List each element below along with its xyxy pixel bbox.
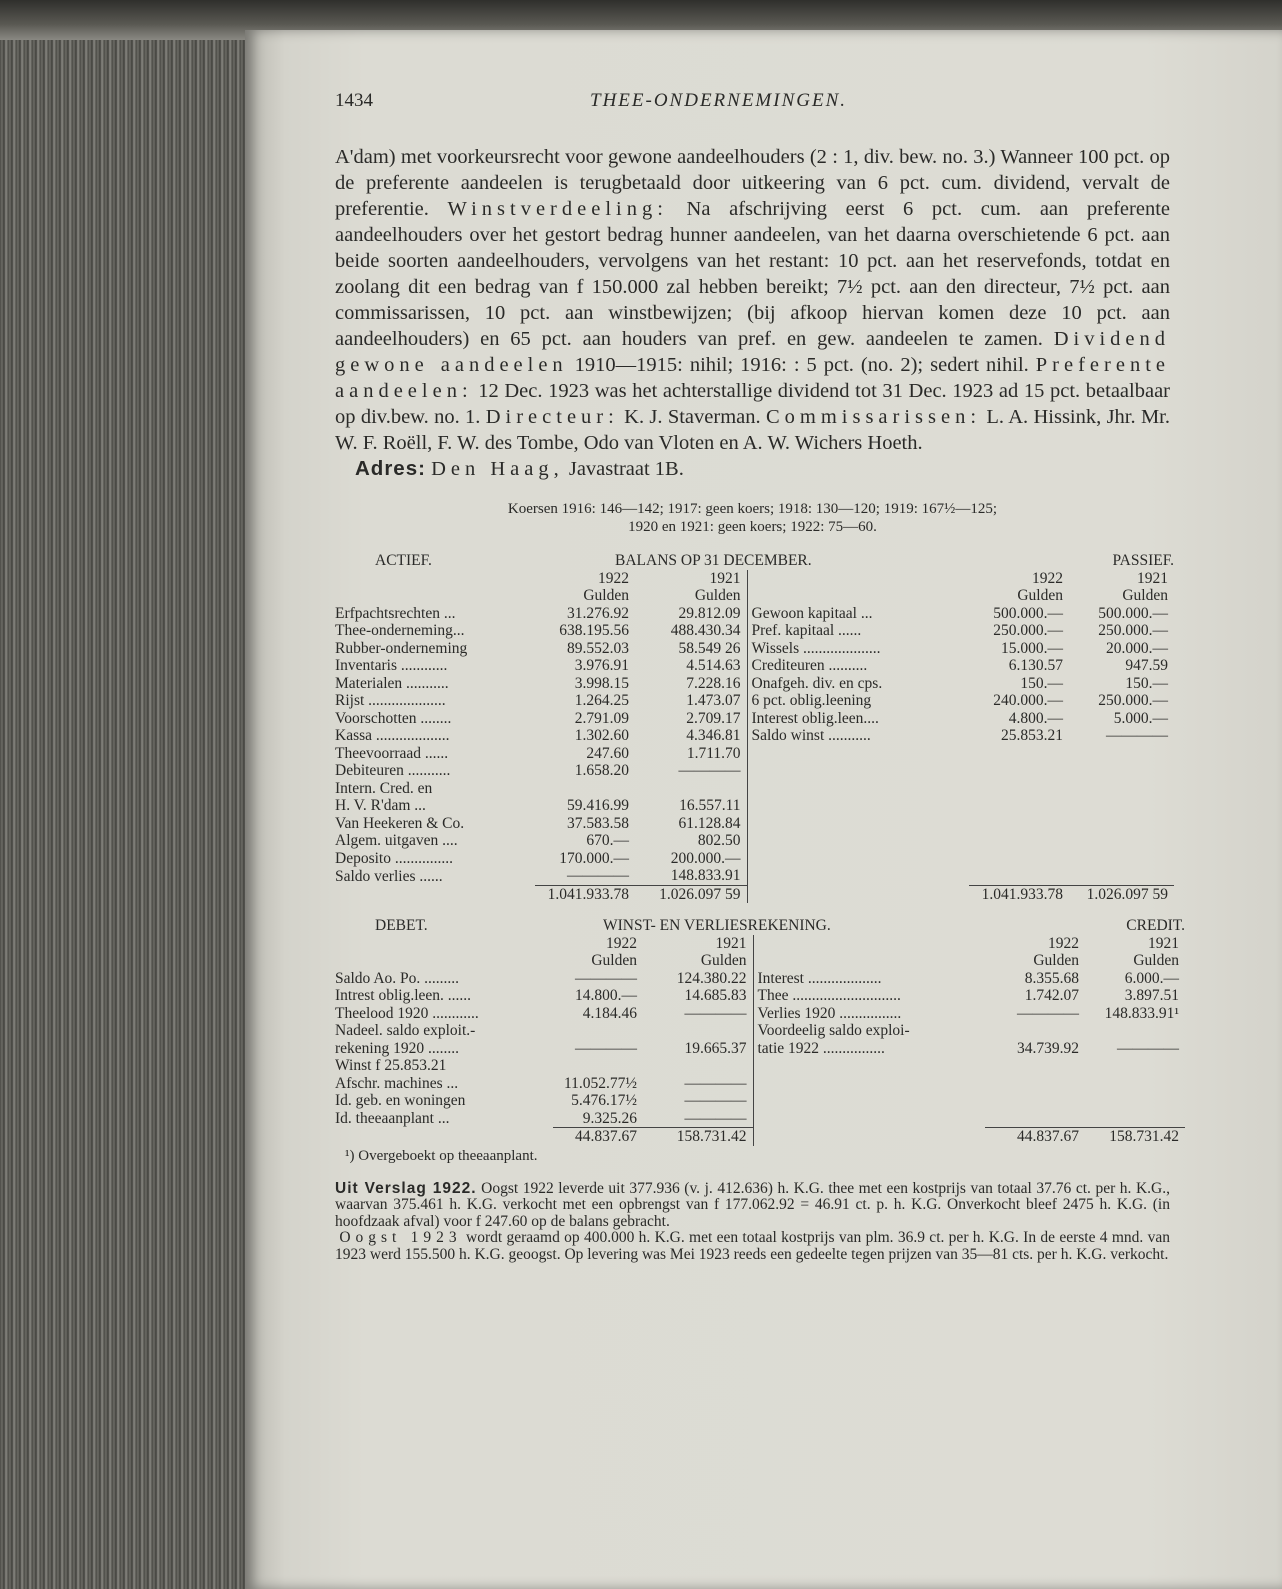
balans-value-d: 947.59 — [1125, 657, 1168, 674]
balans-label: Erfpachtsrechten ... — [335, 604, 456, 622]
balans-row — [335, 780, 1174, 798]
winst-left-title: DEBET. — [375, 917, 428, 934]
balans-value-b: 16.557.11 — [679, 797, 741, 814]
winst-row — [335, 987, 1185, 1005]
balans-value-d — [1069, 762, 1174, 780]
balans-right-label: Gewoon kapitaal ... — [747, 605, 969, 623]
balans-value-b: 148.833.91 — [670, 867, 741, 884]
balans-row — [335, 605, 1174, 623]
balans-label: Rijst .................... — [335, 692, 446, 709]
balans-right-label: Onafgeh. div. en cps. — [747, 675, 969, 693]
winst-label: Intrest oblig.leen. ...... — [335, 987, 472, 1004]
balans-label: Materialen ........... — [335, 674, 449, 692]
balans-row — [335, 692, 1174, 710]
balans-value-a: 1.302.60 — [574, 727, 629, 744]
balans-value-d: 250.000.— — [1098, 692, 1168, 709]
winst-value-b: ———— — [684, 1004, 747, 1022]
balans-right-label — [747, 832, 969, 850]
balans-value-b — [635, 780, 747, 798]
address-city: Den Haag, — [431, 458, 564, 480]
balans-left-title: ACTIEF. — [375, 552, 432, 569]
balans-row — [335, 745, 1174, 763]
balans-value-d — [1069, 850, 1174, 868]
winst-unit-left-2: Gulden — [700, 952, 747, 969]
winst-value-b: 19.665.37 — [684, 1039, 747, 1057]
balans-label: Intern. Cred. en — [335, 779, 433, 797]
winst-value-d: 148.833.91¹ — [1104, 1004, 1179, 1022]
balance-sheet-table — [335, 552, 1174, 903]
balans-value-b: 58.549 26 — [678, 639, 741, 657]
winst-label: Id. theeaanplant ... — [335, 1110, 450, 1127]
balans-value-c: 6.130.57 — [1008, 657, 1063, 674]
balans-value-b: 4.514.63 — [686, 657, 741, 674]
balans-value-c: 15.000.— — [1001, 639, 1063, 657]
winst-label: rekening 1920 ........ — [335, 1039, 459, 1057]
winst-value-b — [643, 1057, 753, 1075]
heading-directeur: Directeur: — [485, 406, 619, 428]
winst-row — [335, 1022, 1185, 1040]
winst-total-b: 158.731.42 — [643, 1128, 753, 1146]
address-line — [355, 456, 1245, 482]
winst-right-label — [753, 1092, 985, 1110]
winst-year1-left: 1922 — [606, 934, 637, 952]
balans-row — [335, 850, 1174, 868]
balans-label: H. V. R'dam ... — [335, 797, 426, 814]
winst-value-b: ———— — [684, 1074, 747, 1092]
balans-row — [335, 657, 1174, 675]
balans-value-a: 89.552.03 — [567, 639, 629, 657]
winst-value-a: ———— — [575, 1039, 637, 1057]
balans-value-b: 29.812.09 — [678, 604, 741, 622]
koersen-line-1: Koersen 1916: 146—142; 1917: geen koers; 1918: 130—120; 1919: 167½—125; — [507, 501, 998, 517]
winst-value-c: ———— — [1017, 1004, 1079, 1022]
balans-label: Voorschotten ........ — [335, 709, 452, 727]
balans-right-label: Crediteuren .......... — [747, 657, 969, 675]
balans-value-c: 4.800.— — [1008, 709, 1063, 727]
winst-value-b: 124.380.22 — [676, 969, 747, 987]
para-text-5: K. J. Staverman. — [618, 406, 766, 428]
winst-value-d — [1085, 1092, 1185, 1110]
balans-unit-right-1: Gulden — [1017, 587, 1063, 604]
balans-total-d: 1.026.097 59 — [1069, 885, 1174, 903]
balans-value-a: 247.60 — [586, 744, 629, 762]
winst-value-b: ———— — [684, 1109, 747, 1127]
winst-unit-right-2: Gulden — [1133, 952, 1179, 969]
winst-row — [335, 1040, 1185, 1058]
balans-value-a: 3.976.91 — [574, 657, 629, 674]
winst-value-b — [643, 1022, 753, 1040]
winst-value-a — [553, 1057, 643, 1075]
verslag-label-2: Oogst 1923 — [339, 1229, 462, 1246]
winst-value-d — [1085, 1022, 1185, 1040]
winst-right-label: Interest ................... — [753, 970, 985, 988]
balans-value-c — [969, 832, 1069, 850]
balans-value-a: 59.416.99 — [567, 797, 629, 814]
winst-right-label: Thee ............................ — [753, 987, 985, 1005]
balans-right-label — [747, 780, 969, 798]
balans-value-b: 200.000.— — [670, 849, 741, 867]
winst-right-label — [753, 1110, 985, 1128]
winst-label: Winst f 25.853.21 — [335, 1057, 447, 1074]
verslag-text-2: wordt geraamd op 400.000 h. K.G. met een totaal kostprijs van plm. 36.9 ct. per h. K.G. In de eerste 4 mnd. van 1923 werd 155.500 h. K.G. geoogst. Op levering was Mei 1923 reeds een gedeelte tegen prijzen van 35—81 cts. per h. K.G. verkocht. — [335, 1229, 1170, 1263]
winst-value-d — [1085, 1057, 1185, 1075]
winst-value-a: 9.325.26 — [582, 1109, 637, 1127]
para-text-3: 1910—1915: nihil; 1916: : 5 pct. (no. 2); sedert nihil. — [567, 354, 1036, 376]
winst-value-c — [985, 1022, 1085, 1040]
balans-value-a — [535, 780, 635, 798]
balans-value-d: 150.— — [1125, 674, 1168, 692]
balans-label: Deposito ............... — [335, 849, 453, 867]
balans-value-b: 1.473.07 — [686, 692, 741, 709]
footnote: ¹) Overgeboekt op theeaanplant. — [345, 1147, 538, 1164]
balans-value-a: 31.276.92 — [567, 604, 629, 622]
balans-value-c: 240.000.— — [993, 692, 1063, 709]
balans-value-c — [969, 867, 1069, 885]
balans-value-a: 638.195.56 — [559, 622, 629, 639]
winst-year1-right: 1922 — [1048, 934, 1079, 952]
balans-value-c — [969, 815, 1069, 833]
balans-value-a: 37.583.58 — [567, 814, 629, 832]
winst-value-d — [1085, 1075, 1185, 1093]
winst-row — [335, 1110, 1185, 1128]
winst-label: Theelood 1920 ............ — [335, 1004, 479, 1022]
balans-label: Saldo verlies ...... — [335, 867, 443, 885]
winst-title: WINST- EN VERLIESREKENING. — [603, 917, 831, 934]
winst-label: Afschr. machines ... — [335, 1074, 459, 1092]
balans-value-d — [1069, 797, 1174, 815]
heading-winstverdeeling: Winstverdeeling: — [447, 198, 668, 220]
book-page — [245, 30, 1282, 1589]
balans-value-d — [1069, 780, 1174, 798]
balans-value-c: 150.— — [1020, 674, 1063, 692]
balans-row — [335, 622, 1174, 640]
balans-label: Debiteuren ........... — [335, 762, 451, 779]
winst-total-d: 158.731.42 — [1085, 1128, 1185, 1146]
profit-loss-table — [335, 917, 1185, 1146]
balans-value-b: 488.430.34 — [670, 622, 741, 639]
balans-value-a: 2.791.09 — [574, 709, 629, 727]
balans-unit-left-2: Gulden — [694, 587, 741, 604]
balans-row — [335, 762, 1174, 780]
heading-preferente: Preferente aandeelen: — [335, 354, 1170, 402]
balans-label: Theevoorraad ...... — [335, 744, 449, 762]
address-label: Adres: — [355, 457, 426, 480]
page-number: 1434 — [335, 90, 373, 111]
balans-value-b: 61.128.84 — [678, 814, 741, 832]
winst-value-c — [985, 1075, 1085, 1093]
winst-row — [335, 1092, 1185, 1110]
para-text-1: A'dam) met voorkeursrecht voor gewone aandeelhouders (2 : 1, div. bew. no. 3.) Wanneer 100 pct. op de preferente aandeelen is terugbetaald door uitkeering van 6 pct. cum. dividend, vervalt de preferentie. — [335, 146, 1170, 220]
address-street: Javastraat 1B. — [563, 458, 684, 480]
balans-right-label: 6 pct. oblig.leening — [747, 692, 969, 710]
winst-right-label: Voordeelig saldo exploi- — [753, 1022, 985, 1040]
balans-total-c: 1.041.933.78 — [969, 885, 1069, 903]
winst-row — [335, 970, 1185, 988]
balans-year1-right: 1922 — [1032, 569, 1063, 587]
balans-total-a: 1.041.933.78 — [535, 885, 635, 903]
balans-value-a: 1.658.20 — [574, 762, 629, 779]
company-paragraph — [335, 144, 1170, 456]
verslag-text-1: Oogst 1922 leverde uit 377.936 (v. j. 412.636) h. K.G. thee met een kostprijs van totaal 37.76 ct. per h. K.G., waarvan 375.461 h. K.G. verkocht met een opbrengst van f 177.062.92 = 46.91 ct. p. h. K.G. Onverkocht bleef 2475 h. K.G. (in hoofdzaak afval) voor f 247.60 op de balans gebracht. — [335, 1179, 1170, 1230]
balans-value-a: ———— — [567, 867, 629, 884]
balans-label: Thee-onderneming... — [335, 622, 465, 639]
balans-right-label — [747, 867, 969, 885]
winst-total-c: 44.837.67 — [985, 1128, 1085, 1146]
balans-year2-left: 1921 — [709, 569, 741, 587]
balans-value-c: 250.000.— — [993, 622, 1063, 639]
running-title: THEE-ONDERNEMINGEN. — [590, 90, 848, 111]
balans-year1-left: 1922 — [598, 569, 629, 587]
balans-value-a: 170.000.— — [559, 849, 629, 867]
winst-right-label: Verlies 1920 ................ — [753, 1005, 985, 1023]
winst-value-b: 14.685.83 — [684, 987, 747, 1004]
winst-year2-right: 1921 — [1148, 934, 1179, 952]
balans-value-b: 802.50 — [697, 832, 741, 849]
balans-year2-right: 1921 — [1137, 569, 1168, 587]
para-text-4: 12 Dec. 1923 was het achterstallige dividend tot 31 Dec. 1923 ad 15 pct. betaalbaar op div.bew. no. 1. — [335, 380, 1170, 428]
balans-label: Rubber-onderneming — [335, 639, 468, 657]
running-header — [335, 90, 1245, 120]
balans-row — [335, 710, 1174, 728]
balans-right-label: Wissels .................... — [747, 640, 969, 658]
balans-value-d: 500.000.— — [1098, 604, 1168, 622]
winst-value-a — [553, 1022, 643, 1040]
balans-value-b: ———— — [678, 762, 741, 779]
winst-total-a: 44.837.67 — [553, 1128, 643, 1146]
winst-value-d: ———— — [1117, 1039, 1179, 1057]
balans-right-label — [747, 815, 969, 833]
balans-right-label — [747, 850, 969, 868]
koersen-block — [335, 500, 1170, 536]
winst-value-a: 5.476.17½ — [571, 1092, 637, 1109]
winst-value-c: 1.742.07 — [1024, 987, 1079, 1004]
balans-row — [335, 727, 1174, 745]
balans-value-d: 20.000.— — [1106, 639, 1168, 657]
balans-value-d — [1069, 867, 1174, 885]
book-page-edges — [0, 0, 245, 1589]
winst-value-a: 14.800.— — [575, 987, 637, 1004]
balans-value-b: 7.228.16 — [686, 674, 741, 692]
balans-row — [335, 640, 1174, 658]
balans-row — [335, 797, 1174, 815]
para-text-2: Na afschrijving eerst 6 pct. cum. aan preferente aandeelhouders over het gestort bedrag hunner aandeelen, van het daarna overschietende 6 pct. aan beide soorten aandeelhouders, vervolgens van het restant: 10 pct. aan het reservefonds, totdat en zoolang dit een bedrag van f 150.000 zal hebben bereikt; 7½ pct. aan den directeur, 7½ pct. aan commissarissen, 10 pct. aan winstbewijzen; (bij afkoop hiervan komen deze 10 pct. aan aandeelhouders) en 65 pct. aan houders van pref. en gew. aandeelen te zamen. — [335, 198, 1170, 350]
balans-value-c: 500.000.— — [993, 604, 1063, 622]
balans-right-label: Saldo winst ........... — [747, 727, 969, 745]
verslag-label: Uit Verslag 1922. — [335, 1179, 477, 1197]
balans-label: Algem. uitgaven .... — [335, 832, 458, 849]
balans-label: Kassa ................... — [335, 727, 450, 744]
balans-right-label: Interest oblig.leen.... — [747, 710, 969, 728]
balans-value-b: 4.346.81 — [686, 727, 741, 744]
balans-right-label: Pref. kapitaal ...... — [747, 622, 969, 640]
balans-value-d — [1069, 815, 1174, 833]
winst-value-c — [985, 1110, 1085, 1128]
balans-value-a: 3.998.15 — [574, 674, 629, 692]
page-content — [335, 90, 1245, 1263]
balans-value-c: 25.853.21 — [1001, 727, 1063, 744]
winst-value-d: 3.897.51 — [1124, 987, 1179, 1004]
balans-value-d: ———— — [1106, 727, 1168, 744]
balans-label: Van Heekeren & Co. — [335, 814, 465, 832]
winst-right-label: tatie 1922 ................ — [753, 1040, 985, 1058]
balans-title: BALANS OP 31 DECEMBER. — [615, 552, 812, 569]
balans-value-a: 1.264.25 — [574, 692, 629, 709]
balans-value-d: 250.000.— — [1098, 622, 1168, 639]
balans-row — [335, 815, 1174, 833]
winst-unit-right-1: Gulden — [1033, 952, 1079, 969]
balans-unit-right-2: Gulden — [1122, 587, 1168, 604]
winst-right-label — [753, 1075, 985, 1093]
balans-value-c — [969, 745, 1069, 763]
balans-unit-left-1: Gulden — [583, 587, 629, 604]
para-text-6: L. A. Hissink, Jhr. Mr. W. F. Roëll, F. W. des Tombe, Odo van Vloten en A. W. Wichers Hoeth. — [335, 406, 1170, 454]
winst-value-c: 34.739.92 — [1017, 1039, 1079, 1057]
balans-value-d — [1069, 745, 1174, 763]
balans-value-b: 1.711.70 — [686, 744, 741, 762]
balans-right-label — [747, 762, 969, 780]
balans-value-c — [969, 780, 1069, 798]
balans-row — [335, 867, 1174, 885]
balans-row — [335, 675, 1174, 693]
winst-label: Nadeel. saldo exploit.- — [335, 1022, 476, 1039]
balans-label: Inventaris ............ — [335, 657, 448, 674]
winst-value-c — [985, 1057, 1085, 1075]
winst-year2-left: 1921 — [715, 934, 747, 952]
winst-label: Id. geb. en woningen — [335, 1092, 466, 1109]
winst-row — [335, 1005, 1185, 1023]
winst-value-d — [1085, 1110, 1185, 1128]
balans-value-d — [1069, 832, 1174, 850]
balans-right-label — [747, 797, 969, 815]
balans-row — [335, 832, 1174, 850]
heading-dividend: Dividend gewone aandeelen — [335, 328, 1170, 376]
balans-right-title: PASSIEF. — [1112, 552, 1174, 569]
winst-value-c: 8.355.68 — [1024, 969, 1079, 987]
winst-value-a: 4.184.46 — [582, 1004, 637, 1022]
winst-value-a: 11.052.77½ — [563, 1074, 637, 1092]
balans-value-d: 5.000.— — [1113, 709, 1168, 727]
winst-label: Saldo Ao. Po. ......... — [335, 969, 460, 987]
winst-value-c — [985, 1092, 1085, 1110]
balans-value-a: 670.— — [586, 832, 629, 849]
winst-right-title: CREDIT. — [1126, 917, 1185, 934]
winst-value-d: 6.000.— — [1124, 969, 1179, 987]
winst-value-b: ———— — [684, 1092, 747, 1109]
verslag-paragraph — [335, 1181, 1170, 1264]
balans-value-c — [969, 762, 1069, 780]
balans-value-b: 2.709.17 — [686, 709, 741, 727]
balans-value-c — [969, 797, 1069, 815]
winst-row — [335, 1057, 1185, 1075]
balans-value-c — [969, 850, 1069, 868]
winst-right-label — [753, 1057, 985, 1075]
koersen-line-2: 1920 en 1921: geen koers; 1922: 75—60. — [628, 519, 877, 535]
winst-row — [335, 1075, 1185, 1093]
balans-total-b: 1.026.097 59 — [635, 885, 747, 903]
winst-unit-left-1: Gulden — [591, 952, 637, 969]
heading-commissarissen: Commissarissen: — [765, 406, 982, 428]
balans-right-label — [747, 745, 969, 763]
winst-value-a: ———— — [575, 969, 637, 987]
